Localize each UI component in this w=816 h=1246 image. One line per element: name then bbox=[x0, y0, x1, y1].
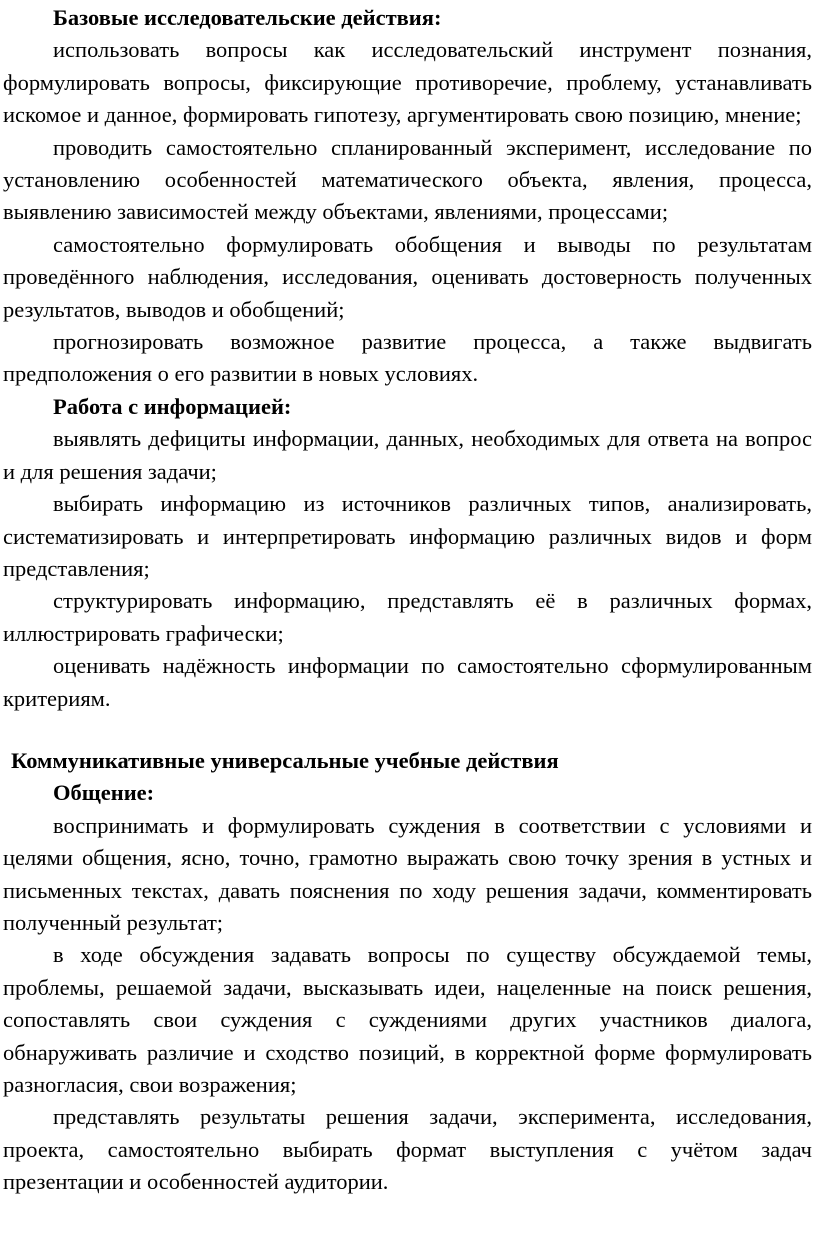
paragraph-information-3: структурировать информацию, представлять её в различных формах, иллюстрировать графически; bbox=[3, 588, 812, 646]
heading-communication: Общение: bbox=[53, 780, 155, 806]
paragraph-communication-1: воспринимать и формулировать суждения в соответствии с условиями и целями общения, ясно, точно, грамотно выражать свою точку зрения в устных и письменных текстах, давать пояснения по ходу решения задачи, комментировать полученный результат; bbox=[3, 812, 812, 935]
paragraph-research-3: самостоятельно формулировать обобщения и выводы по результатам проведённого наблюдения, исследования, оценивать достоверность полученных результатов, выводов и обобщений; bbox=[3, 231, 812, 322]
heading-basic-research: Базовые исследовательские действия: bbox=[53, 5, 442, 30]
paragraph-communication-2: в ходе обсуждения задавать вопросы по существу обсуждаемой темы, проблемы, решаемой задачи, высказывать идеи, нацеленные на поиск решения, сопоставлять свои суждения с суждениями других участников диалога, обнаруживать различие и сходство позиций, в корректной форме формулировать разногласия, свои возражения; bbox=[3, 942, 812, 1097]
heading-information: Работа с информацией: bbox=[53, 393, 292, 419]
paragraph-information-2: выбирать информацию из источников различных типов, анализировать, систематизировать и интерпретировать информацию различных видов и форм представления; bbox=[3, 491, 812, 581]
paragraph-research-4: прогнозировать возможное развитие процесса, а также выдвигать предположения о его развитии в новых условиях. bbox=[3, 329, 812, 387]
section-title-communicative: Коммуникативные универсальные учебные действия bbox=[11, 747, 559, 773]
paragraph-information-4: оценивать надёжность информации по самостоятельно сформулированным критериям. bbox=[3, 653, 812, 711]
paragraph-information-1: выявлять дефициты информации, данных, необходимых для ответа на вопрос и для решения задачи; bbox=[3, 426, 812, 484]
paragraph-research-1: использовать вопросы как исследовательский инструмент познания, формулировать вопросы, фиксирующие противоречие, проблему, устанавливать искомое и данное, формировать гипотезу, аргументировать свою позицию, мнение; bbox=[3, 37, 812, 128]
paragraph-research-2: проводить самостоятельно спланированный эксперимент, исследование по установлению особенностей математического объекта, явления, процесса, выявлению зависимостей между объектами, явлениями, процессами; bbox=[3, 134, 812, 225]
paragraph-communication-3: представлять результаты решения задачи, эксперимента, исследования, проекта, самостоятельно выбирать формат выступления с учётом задач презентации и особенностей аудитории. bbox=[3, 1104, 812, 1195]
